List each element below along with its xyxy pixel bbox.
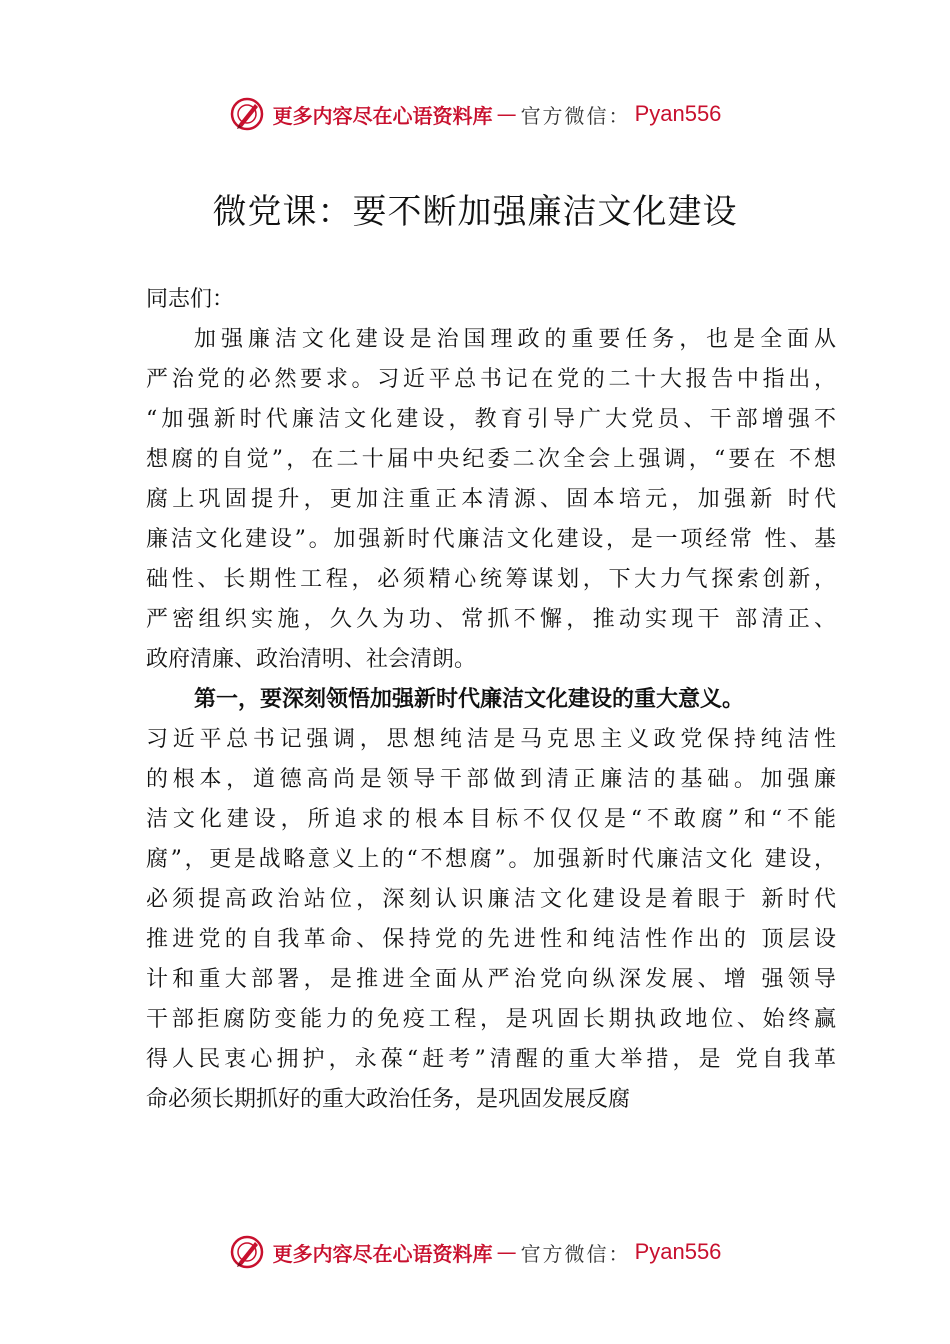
body-line: 干部拒腐防变能力的免疫工程，是巩固长期执政地位、始终赢	[146, 1007, 836, 1032]
banner-wechat-id: Pyan556	[634, 101, 722, 126]
body-line: 加强廉洁文化建设是治国理政的重要任务，也是全面从	[194, 327, 836, 352]
body-line: 想腐的自觉”，在二十届中央纪委二次全会上强调，“要在 不想	[146, 447, 836, 472]
body-line: 廉洁文化建设”。加强新时代廉洁文化建设，是一项经常 性、基	[146, 527, 836, 552]
body-line: 的根本，道德高尚是领导干部做到清正廉洁的基础。加强廉	[146, 767, 836, 792]
body-line: 政府清廉、政治清明、社会清朗。	[146, 647, 477, 672]
header-watermark-banner	[0, 94, 950, 134]
body-line: 腐”，更是战略意义上的“不想腐”。加强新时代廉洁文化 建设，	[146, 847, 836, 872]
banner-official-label: 官方微信：	[520, 103, 631, 128]
body-line: 习近平总书记强调，思想纯洁是马克思主义政党保持纯洁性	[146, 727, 836, 752]
body-line: 计和重大部署，是推进全面从严治党向纵深发展、增 强领导	[146, 967, 836, 992]
body-line: 腐上巩固提升，更加注重正本清源、固本培元，加强新 时代	[146, 487, 836, 512]
salutation: 同志们：	[146, 287, 235, 312]
document-body	[146, 280, 836, 1120]
banner-main-text: 更多内容尽在心语资料库	[272, 103, 493, 128]
document-title: 微党课：要不断加强廉洁文化建设	[212, 192, 738, 232]
body-line: 洁文化建设，所追求的根本目标不仅仅是“不敢腐”和“不能	[146, 807, 836, 832]
footer-watermark-banner	[0, 1232, 950, 1272]
body-line: 推进党的自我革命、保持党的先进性和纯洁性作出的 顶层设	[146, 927, 836, 952]
section-heading: 第一，要深刻领悟加强新时代廉洁文化建设的重大意义。	[194, 687, 745, 712]
pen-logo-icon	[229, 1234, 265, 1270]
body-line: 础性、长期性工程，必须精心统筹谋划，下大力气探索创新，	[146, 567, 836, 592]
body-line: 命必须长期抓好的重大政治任务，是巩固发展反腐	[146, 1087, 631, 1112]
body-line: 严密组织实施，久久为功、常抓不懈，推动实现干 部清正、	[146, 607, 836, 632]
banner-dash: —	[496, 102, 517, 126]
pen-logo-icon	[229, 96, 265, 132]
banner-main-text: 更多内容尽在心语资料库	[272, 1241, 493, 1266]
banner-wechat-id: Pyan556	[634, 1239, 722, 1264]
banner-official-label: 官方微信：	[520, 1241, 631, 1266]
body-line: “加强新时代廉洁文化建设，教育引导广大党员、干部增强不	[146, 407, 836, 432]
body-line: 得人民衷心拥护，永葆“赶考”清醒的重大举措，是 党自我革	[146, 1047, 836, 1072]
body-line: 必须提高政治站位，深刻认识廉洁文化建设是着眼于 新时代	[146, 887, 836, 912]
body-line: 严治党的必然要求。习近平总书记在党的二十大报告中指出，	[146, 367, 836, 392]
banner-dash: —	[496, 1240, 517, 1264]
